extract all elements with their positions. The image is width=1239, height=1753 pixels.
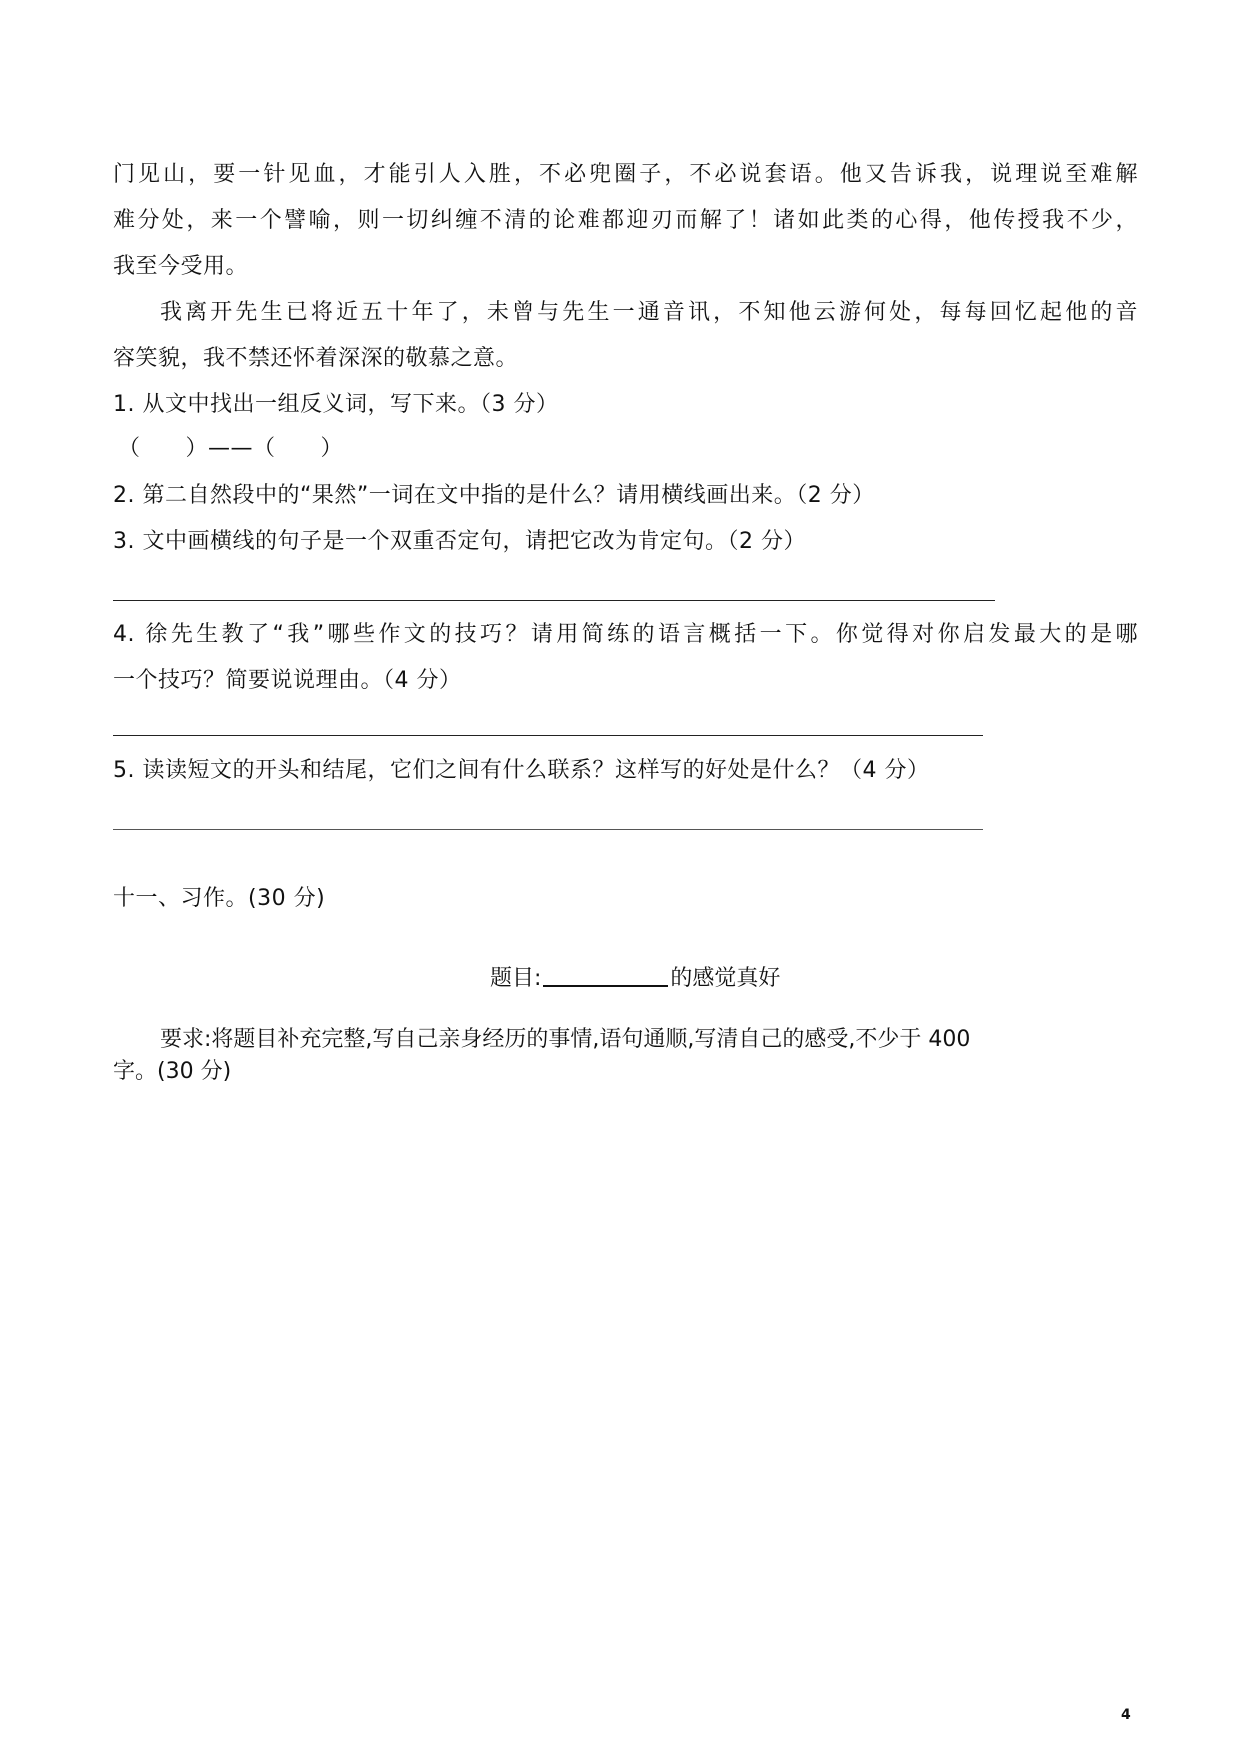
question-1: 1. 从文中找出一组反义词，写下来。（3 分） (113, 392, 559, 417)
answer-line-q3 (113, 600, 995, 601)
page-number: 4 (1121, 1707, 1131, 1723)
composition-title (490, 963, 780, 994)
composition-requirement: 字。(30 分) (113, 1059, 232, 1084)
question-2: 2. 第二自然段中的“果然”一词在文中指的是什么？请用横线画出来。（2 分） (113, 483, 875, 508)
answer-line-q4 (113, 735, 983, 736)
passage-line: 门见山，要一针见血，才能引人入胜，不必兜圈子，不必说套语。他又告诉我，说理说至难解 (113, 162, 1138, 187)
passage-line: 容笑貌，我不禁还怀着深深的敬慕之意。 (113, 346, 519, 371)
title-fill-blank (543, 963, 668, 987)
composition-requirement: 要求:将题目补充完整,写自己亲身经历的事情,语句通顺,写清自己的感受,不少于 400 (160, 1027, 971, 1052)
question-4: 4. 徐先生教了“我”哪些作文的技巧？请用简练的语言概括一下。你觉得对你启发最大的是哪 (113, 622, 1138, 647)
composition-heading: 十一、习作。(30 分) (113, 886, 326, 911)
question-5: 5. 读读短文的开头和结尾，它们之间有什么联系？这样写的好处是什么？（4 分） (113, 758, 930, 783)
composition-title-prefix: 题目: (490, 966, 542, 991)
passage-line: 我离开先生已将近五十年了，未曾与先生一通音讯，不知他云游何处，每每回忆起他的音 (160, 300, 1138, 325)
question-1-answer-blank: （ ）——（ ） (118, 436, 344, 461)
answer-line-q5 (113, 829, 983, 830)
passage-line: 我至今受用。 (113, 254, 249, 279)
passage-line: 难分处，来一个譬喻，则一切纠缠不清的论难都迎刃而解了！诸如此类的心得，他传授我不少， (113, 208, 1138, 233)
question-3: 3. 文中画横线的句子是一个双重否定句，请把它改为肯定句。（2 分） (113, 529, 806, 554)
question-4: 一个技巧？简要说说理由。（4 分） (113, 668, 462, 693)
composition-title-suffix: 的感觉真好 (670, 966, 781, 991)
